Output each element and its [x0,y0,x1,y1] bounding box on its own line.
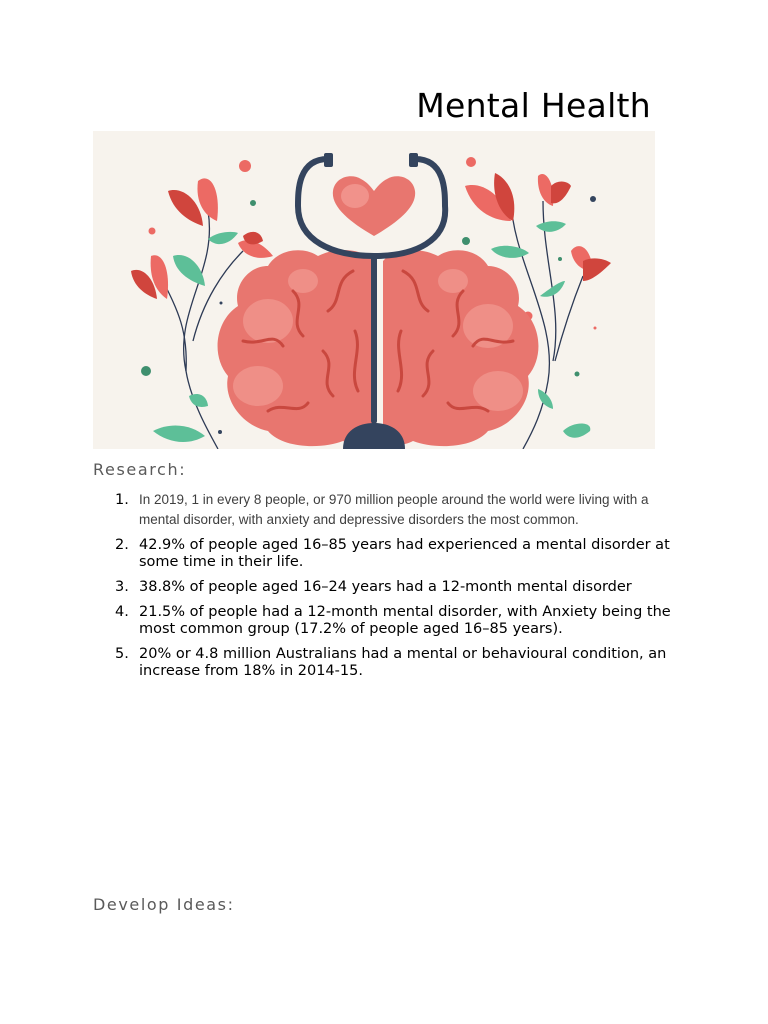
page-title: Mental Health [416,86,651,125]
brain-stethoscope-illustration [93,131,655,449]
research-heading: Research: [93,460,187,479]
research-item-number: 1. [115,492,129,508]
research-item-number: 2. [115,537,129,553]
develop-ideas-heading: Develop Ideas: [93,895,235,914]
research-list [93,490,683,688]
research-item [93,537,683,571]
research-item-text: 21.5% of people had a 12-month mental disorder, with Anxiety being the most common group (17.2% of people aged 16–85 years). [139,604,671,637]
research-item [93,646,683,680]
research-item-number: 4. [115,604,129,620]
research-item-number: 3. [115,579,129,595]
research-item-text: 42.9% of people aged 16–85 years had experienced a mental disorder at some time in their life. [139,537,670,570]
research-item [93,490,683,530]
research-item [93,604,683,638]
research-item-number: 5. [115,646,129,662]
brain-stethoscope-image [93,131,655,449]
research-item [93,579,683,596]
research-item-text: 38.8% of people aged 16–24 years had a 12-month mental disorder [139,579,632,595]
research-item-text: In 2019, 1 in every 8 people, or 970 million people around the world were living with a mental disorder, with anxiety and depressive disorders the most common. [139,492,649,527]
research-item-text: 20% or 4.8 million Australians had a mental or behavioural condition, an increase from 18% in 2014-15. [139,646,667,679]
